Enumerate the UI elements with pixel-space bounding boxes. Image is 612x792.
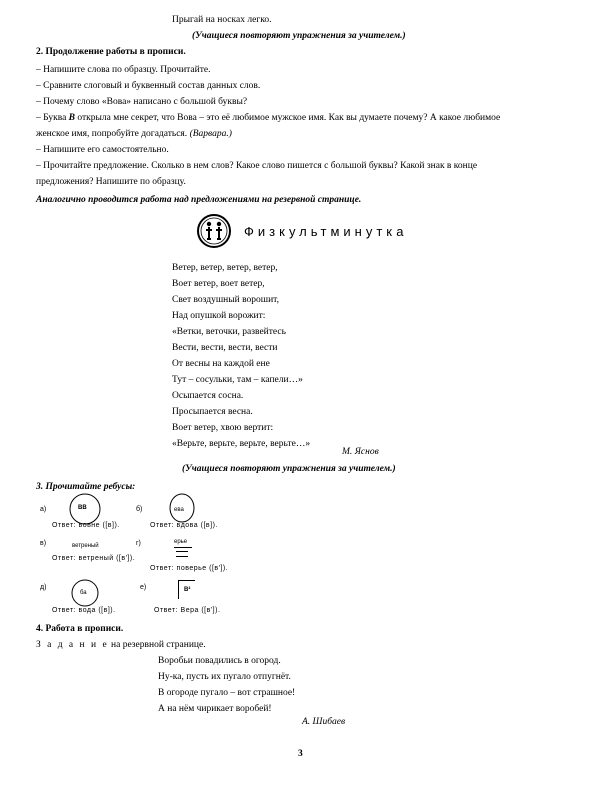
task-text: на резервной странице.	[108, 640, 206, 650]
rebus-d-inner: ба	[80, 590, 87, 596]
section2-note: Аналогично проводится работа над предложениями на резервной странице.	[36, 195, 362, 205]
rebus-index: а)	[40, 506, 47, 513]
section4-poem-line: Ну-ка, пусть их пугало отпугнёт.	[158, 672, 291, 682]
section2-para1-line1	[36, 112, 500, 124]
para1-answer: (Варвара.)	[189, 129, 232, 139]
fizkult-author: М. Яснов	[342, 447, 379, 457]
section2-item-1: – Напишите слова по образцу. Прочитайте.	[36, 65, 211, 75]
section2-item-4: – Напишите его самостоятельно.	[36, 145, 169, 155]
rebus-g-top: ерье	[174, 539, 188, 545]
poem-line: Над опушкой ворожит:	[172, 311, 266, 321]
section2-item-3: – Почему слово «Вова» написано с большой буквы?	[36, 97, 248, 107]
rebus-g-lines	[176, 551, 188, 557]
section3-heading: 3. Прочитайте ребусы:	[36, 482, 136, 492]
section4-heading: 4. Работа в прописи.	[36, 624, 124, 634]
poem-line: Осыпается сосна.	[172, 391, 244, 401]
fizkult-note: (Учащиеся повторяют упражнения за учителем.)	[182, 464, 396, 474]
top-note: (Учащиеся повторяют упражнения за учителем.)	[192, 31, 406, 41]
para1-cont: женское имя, попробуйте догадаться.	[36, 129, 190, 139]
rebus-index: б)	[136, 506, 143, 513]
poem-line: От весны на каждой ене	[172, 359, 270, 369]
poem-line: «Верьте, верьте, верьте, верьте…»	[172, 439, 311, 449]
rebus-index: е)	[140, 584, 147, 591]
section2-para2-line2: предложения? Напишите по образцу.	[36, 177, 186, 187]
para1-start: – Буква	[36, 113, 69, 123]
rebus-d-answer: Ответ: вода ([в]).	[52, 607, 116, 614]
fizkult-title: Физкультминутка	[244, 224, 408, 239]
para1-rest: открыла мне секрет, что Вова – это её любимое мужское имя. Как вы думаете почему? А какое любимое	[75, 113, 501, 123]
rebus-b-answer: Ответ: вдова ([в]).	[150, 522, 218, 529]
poem-line: Свет воздушный ворошит,	[172, 295, 279, 305]
poem-line: Воет ветер, хвою вертит:	[172, 423, 274, 433]
section2-para1-line2	[36, 128, 232, 140]
rebus-g-answer: Ответ: поверье ([в']).	[150, 565, 229, 572]
rebus-index: в)	[40, 540, 47, 547]
section2-heading: 2. Продолжение работы в прописи.	[36, 47, 186, 57]
poem-line: Воет ветер, воет ветер,	[172, 279, 265, 289]
poem-line: «Ветки, веточки, развейтесь	[172, 327, 286, 337]
section2-item-2: – Сравните слоговый и буквенный состав данных слов.	[36, 81, 261, 91]
rebus-a-answer: Ответ: вовне ([в]).	[52, 522, 120, 529]
section4-author: А. Шибаев	[302, 717, 346, 727]
section4-poem-line: В огороде пугало – вот страшное!	[158, 688, 296, 698]
page-number: 3	[298, 749, 303, 759]
rebus-v-answer: Ответ: ветреный ([в']).	[52, 555, 136, 562]
poem-line: Тут – сосульки, там – капели…»	[172, 375, 303, 385]
top-line: Прыгай на носках легко.	[172, 15, 272, 25]
rebus-e-inner: В²	[184, 587, 191, 593]
rebus-v-inner: ветреный	[72, 543, 99, 549]
section4-poem-line: Воробьи повадились в огород.	[158, 656, 281, 666]
section2-para2-line1: – Прочитайте предложение. Сколько в нем слов? Какое слово пишется с большой буквы? Какой знак в конце	[36, 161, 478, 171]
task-label: З а д а н и е	[36, 640, 109, 650]
rebus-b-inner: ева	[174, 507, 184, 513]
section4-task	[36, 639, 206, 651]
poem-line: Вести, вести, вести, вести	[172, 343, 278, 353]
poem-line: Просыпается весна.	[172, 407, 253, 417]
para1-letter: В	[68, 113, 76, 123]
rebus-g-fraction-bar	[174, 547, 192, 548]
poem-line: Ветер, ветер, ветер, ветер,	[172, 263, 278, 273]
exercise-icon	[196, 213, 232, 249]
rebus-e-answer: Ответ: Вера ([в']).	[154, 607, 221, 614]
rebus-a-inner: ВВ	[78, 505, 87, 511]
section4-poem-line: А на нём чирикает воробей!	[158, 704, 272, 714]
rebus-index: г)	[136, 540, 141, 547]
rebus-index: д)	[40, 584, 47, 591]
